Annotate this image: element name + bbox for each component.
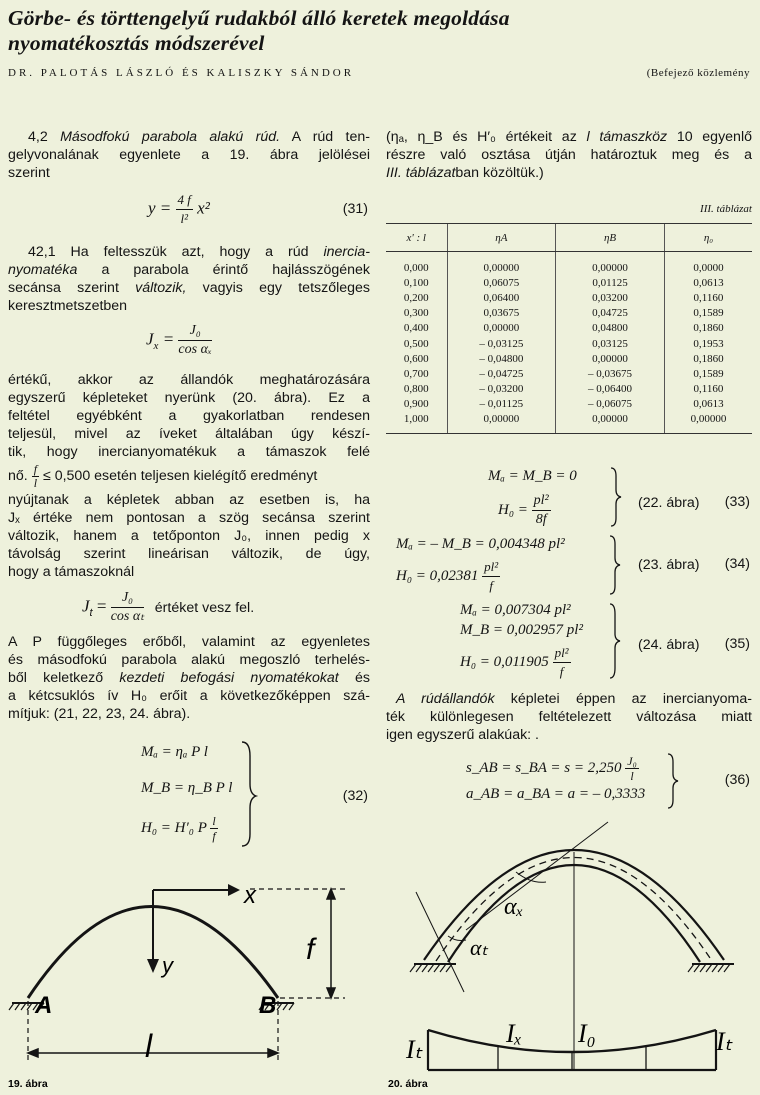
table-cell: 0,000 bbox=[403, 261, 429, 274]
table-cell: 0,100 bbox=[403, 276, 429, 289]
table-cell: 0,00000 bbox=[447, 252, 556, 276]
label-alpha-x: αₓ bbox=[504, 894, 524, 920]
dimension-f bbox=[327, 889, 335, 998]
eq-lhs: H₀ = H′₀ P bbox=[141, 819, 207, 836]
table-cell: 0,00000 bbox=[556, 412, 665, 434]
table-cell: 0,1589 bbox=[664, 366, 752, 381]
eq33-number: (33) bbox=[724, 494, 750, 510]
text: ban közöltük.) bbox=[455, 165, 544, 181]
eq-lhs: s_AB = s_BA = s = 2,250 bbox=[466, 759, 622, 776]
table-header-cell: ηB bbox=[556, 224, 665, 252]
table-cell: 0,1860 bbox=[664, 351, 752, 366]
section-4-2-1 bbox=[8, 243, 370, 315]
table-cell: 0,600 bbox=[403, 352, 429, 365]
emphasis: A rúdállandók bbox=[396, 691, 495, 707]
table-cell: 0,1953 bbox=[664, 336, 752, 351]
table-cell: 0,00000 bbox=[664, 412, 752, 434]
text-line: igen egyszerű alakúak: . bbox=[386, 727, 540, 743]
eq-denominator: f bbox=[212, 829, 216, 843]
paragraph-4 bbox=[386, 690, 752, 744]
eq-numerator: J₀ bbox=[111, 589, 145, 608]
eq34-number: (34) bbox=[724, 556, 750, 572]
label-a: A bbox=[35, 992, 53, 1019]
table-cell: 0,03125 bbox=[556, 336, 665, 351]
text: a parabola érintő hajlásszögének bbox=[77, 262, 370, 278]
eq34-line-1: Mₐ = – M_B = 0,004348 pl² bbox=[396, 536, 565, 552]
table-cell: 0,0613 bbox=[664, 275, 752, 290]
text-line: tik, hogy inercianyomatékuk a támaszok felé bbox=[8, 444, 370, 460]
text-line: értékű, akkor az állandók meghatározására bbox=[8, 372, 370, 388]
table-cell: 0,1160 bbox=[664, 382, 752, 397]
table-row bbox=[386, 306, 752, 321]
text: és bbox=[338, 670, 370, 686]
table-row bbox=[386, 382, 752, 397]
equation-jt: $J_t$ = $\frac{\text{J₀}}{\text{cos αₜ}}$ értéket vesz fel. bbox=[82, 590, 255, 624]
text: vagyis egy tetszőleges bbox=[186, 280, 371, 296]
eq-lhs: y = bbox=[148, 198, 172, 218]
eq-numerator: pl² bbox=[482, 558, 500, 577]
eq33-line-1: Mₐ = M_B = 0 bbox=[488, 468, 577, 484]
title-line-2: nyomatékosztás módszerével bbox=[8, 31, 265, 55]
table-cell: 0,700 bbox=[403, 367, 429, 380]
eq-line-1: Mₐ = ηₐ P l bbox=[141, 744, 208, 760]
text-line: részre való osztása útján határoztuk meg és a bbox=[386, 147, 752, 163]
table-cell: – 0,03125 bbox=[447, 336, 556, 351]
table-row bbox=[386, 321, 752, 336]
table-cell: 0,06400 bbox=[447, 290, 556, 305]
equation-number: (36) bbox=[724, 772, 750, 788]
table-header-cell: ηA bbox=[447, 224, 556, 252]
label-y: y bbox=[162, 953, 173, 978]
eq36-line-2: a_AB = a_BA = a = – 0,3333 bbox=[466, 786, 646, 802]
table-row bbox=[386, 252, 752, 276]
table-row bbox=[386, 366, 752, 381]
table-cell: 0,800 bbox=[403, 383, 429, 396]
eq35-figure-ref: (24. ábra) bbox=[638, 637, 700, 653]
brace-icon bbox=[666, 752, 680, 808]
eq-numerator: J₀ bbox=[627, 754, 637, 768]
eq-tail: x² bbox=[197, 198, 210, 218]
table-cell: 0,03675 bbox=[447, 306, 556, 321]
emphasis: inercia- bbox=[323, 244, 370, 260]
emphasis: III. táblázat bbox=[386, 165, 456, 181]
table-header-cell: x' : l bbox=[386, 224, 447, 252]
label-f: f bbox=[306, 933, 315, 966]
paragraph-2 bbox=[8, 371, 370, 581]
eq-numerator: pl² bbox=[553, 644, 571, 663]
table-cell: 0,500 bbox=[403, 337, 429, 350]
table-cell: – 0,03675 bbox=[556, 366, 665, 381]
text-line: teljesül, mivel az íveket általában úgy készí- bbox=[8, 426, 370, 442]
eq-lhs: H₀ = bbox=[498, 501, 528, 518]
label-l: l bbox=[145, 1028, 153, 1064]
support-left-hatch bbox=[410, 964, 456, 972]
table-cell: 0,1589 bbox=[664, 306, 752, 321]
eq-denominator: f bbox=[559, 664, 564, 679]
dimension-l bbox=[28, 1049, 278, 1057]
text-line: ték különlegesen feltételezett változása miatt bbox=[386, 709, 752, 725]
text: (ηₐ, η_B és H′₀ értékeit az bbox=[386, 129, 587, 145]
table-cell: 0,00000 bbox=[447, 321, 556, 336]
eq-numerator: pl² bbox=[532, 492, 551, 511]
text: secánsa szerint bbox=[8, 280, 136, 296]
eq33-figure-ref: (22. ábra) bbox=[638, 495, 700, 511]
table-row bbox=[386, 290, 752, 305]
eq-denominator: 8f bbox=[535, 512, 547, 527]
text: nő. bbox=[8, 468, 28, 484]
text: 42,1 Ha feltesszük azt, hogy a rúd bbox=[28, 244, 324, 260]
text-line: hogy a támaszoknál bbox=[8, 564, 135, 580]
support-right-hatch bbox=[688, 964, 734, 972]
text-line: szerint bbox=[8, 165, 50, 181]
table-intro bbox=[386, 128, 752, 182]
table-cell: 0,200 bbox=[403, 291, 429, 304]
eq-numerator: 4 f bbox=[176, 191, 193, 210]
eq-line-2: M_B = η_B P l bbox=[141, 780, 233, 796]
brace-icon bbox=[608, 602, 622, 680]
eq-denominator: l² bbox=[180, 211, 188, 226]
eq-denominator: f bbox=[489, 578, 493, 593]
eq-denominator: cos αₓ bbox=[178, 342, 212, 357]
text: ből keletkező bbox=[8, 670, 120, 686]
installment-note: (Befejező közlemény bbox=[646, 67, 750, 79]
table-row bbox=[386, 412, 752, 434]
table-cell: 0,04725 bbox=[556, 306, 665, 321]
table-header-cell: η₀ bbox=[664, 224, 752, 252]
eq-tail-text: értéket vesz fel. bbox=[154, 599, 255, 616]
dimension-l-guides bbox=[28, 1001, 278, 1060]
equations-33-35 bbox=[386, 462, 752, 717]
text: ≤ 0,500 esetén teljesen kielégítő eredményt bbox=[42, 468, 318, 484]
eq-lhs: H₀ = 0,011905 bbox=[460, 653, 549, 670]
figure-caption: 19. ábra bbox=[8, 1078, 48, 1090]
text-line: Jₓ értéke nem pontosan a szög secánsa szerint bbox=[8, 510, 370, 526]
label-alpha-t: αₜ bbox=[470, 935, 489, 960]
label-ix: Iₓ bbox=[506, 1019, 523, 1048]
table-cell: 0,04800 bbox=[556, 321, 665, 336]
eq-numerator: l bbox=[212, 814, 216, 828]
table-caption: III. táblázat bbox=[700, 203, 752, 215]
table-cell: 0,00000 bbox=[556, 351, 665, 366]
table-cell: 0,0000 bbox=[664, 252, 752, 276]
authors: DR. PALOTÁS LÁSZLÓ ÉS KALISZKY SÁNDOR bbox=[8, 67, 355, 79]
axis-y-arrow bbox=[147, 890, 159, 973]
equation-jx: $J_x$ = $\frac{\text{J₀}}{\text{cos αₓ}}$ bbox=[146, 323, 212, 357]
table-cell: 0,03200 bbox=[556, 290, 665, 305]
label-it-right: Iₜ bbox=[716, 1027, 733, 1056]
eq-numerator: J₀ bbox=[178, 322, 212, 341]
eq-lhs: J bbox=[146, 329, 154, 349]
brace-icon bbox=[240, 738, 260, 850]
text-line: a kétcsuklós ív H₀ erőit a következőképpen szá- bbox=[8, 688, 370, 704]
table-cell: 0,1860 bbox=[664, 321, 752, 336]
table-cell: 0,00000 bbox=[447, 412, 556, 434]
table-row bbox=[386, 351, 752, 366]
table-cell: 0,0613 bbox=[664, 397, 752, 412]
text-line: A P függőleges erőből, valamint az egyenletes bbox=[8, 634, 370, 650]
text-line: gelyvonalának egyenlete a 19. ábra jelölései bbox=[8, 147, 370, 163]
text-line: változik, hanem a tetőponton J₀, innen pedig x bbox=[8, 528, 370, 544]
text: képletei éppen az inercianyoma- bbox=[494, 691, 752, 707]
eq-subscript: x bbox=[153, 339, 159, 352]
text-line: mítjuk: (21, 22, 23, 24. ábra). bbox=[8, 706, 191, 722]
equation-32 bbox=[8, 738, 370, 850]
text-line: és másodfokú parabola alakú megoszló terhelés- bbox=[8, 652, 370, 668]
table-cell: 0,01125 bbox=[556, 275, 665, 290]
text-line: keresztmetszetben bbox=[8, 298, 128, 314]
label-it-left: Iₜ bbox=[406, 1035, 423, 1064]
equation-number: (31) bbox=[342, 201, 368, 217]
eq-lhs: J bbox=[82, 596, 90, 616]
text-line: feltétel egyébként a gyakorlatban rendesen bbox=[8, 408, 370, 424]
eq-denominator: cos αₜ bbox=[110, 609, 145, 624]
table-header-row bbox=[386, 224, 752, 252]
paragraph-3 bbox=[8, 633, 370, 723]
table-cell: 0,06075 bbox=[447, 275, 556, 290]
equation-36 bbox=[386, 748, 752, 810]
eq35-number: (35) bbox=[724, 636, 750, 652]
frac-num: f bbox=[33, 461, 38, 476]
table-row bbox=[386, 275, 752, 290]
table-cell: 0,300 bbox=[403, 307, 429, 320]
eq-denominator: l bbox=[630, 769, 634, 783]
emphasis: l támaszköz bbox=[586, 129, 668, 145]
table-cell: – 0,06075 bbox=[556, 397, 665, 412]
emphasis: nyomatéka bbox=[8, 262, 78, 278]
eq-lhs: H₀ = 0,02381 bbox=[396, 567, 479, 584]
axis-x-arrow bbox=[153, 884, 240, 896]
table-cell: 0,1160 bbox=[664, 290, 752, 305]
section-title: Másodfokú parabola alakú rúd. bbox=[60, 129, 281, 145]
emphasis: változik, bbox=[135, 280, 187, 296]
table-cell: 0,00000 bbox=[556, 252, 665, 276]
section-number: 4,2 bbox=[28, 129, 61, 145]
text-line: nyújtanak a képletek abban az esetben is, ha bbox=[8, 492, 370, 508]
table-cell: – 0,04725 bbox=[447, 366, 556, 381]
text-line: távolság szerint lineárisan változik, de úgy, bbox=[8, 546, 370, 562]
table-cell: – 0,04800 bbox=[447, 351, 556, 366]
brace-icon bbox=[608, 534, 622, 594]
tangent-line-support bbox=[416, 892, 464, 992]
title-line-1: Görbe- és törttengelyű rudakból álló keretek megoldása bbox=[8, 6, 510, 30]
table-cell: – 0,03200 bbox=[447, 382, 556, 397]
text: 10 egyenlő bbox=[667, 129, 752, 145]
brace-icon bbox=[609, 466, 623, 526]
table-cell: – 0,01125 bbox=[447, 397, 556, 412]
label-io: I₀ bbox=[578, 1019, 596, 1048]
eq35-line-1: Mₐ = 0,007304 pl² bbox=[460, 602, 571, 618]
equation-31 bbox=[8, 185, 370, 227]
eq35-line-2: M_B = 0,002957 pl² bbox=[460, 622, 583, 638]
tangent-line bbox=[466, 822, 608, 930]
emphasis: kezdeti befogási nyomatékokat bbox=[119, 670, 339, 686]
eq-subscript: t bbox=[89, 606, 93, 619]
equation-number: (32) bbox=[342, 788, 368, 804]
table-iii bbox=[386, 223, 752, 434]
eq34-figure-ref: (23. ábra) bbox=[638, 557, 700, 573]
label-b: B bbox=[259, 992, 277, 1019]
table-cell: 0,400 bbox=[403, 322, 429, 335]
text: A rúd ten- bbox=[280, 129, 370, 145]
table-row bbox=[386, 397, 752, 412]
label-x: x bbox=[244, 882, 256, 909]
inertia-diagram bbox=[428, 1030, 716, 1070]
figure-19 bbox=[0, 875, 370, 1090]
table-cell: 0,900 bbox=[403, 398, 429, 411]
text-line: egyszerű képleteket nyerünk (20. ábra). Ez a bbox=[8, 390, 370, 406]
frac-den: l bbox=[33, 475, 38, 490]
article-title bbox=[8, 6, 748, 56]
figure-20 bbox=[386, 812, 758, 1092]
table-cell: 1,000 bbox=[386, 412, 447, 434]
table-cell: – 0,06400 bbox=[556, 382, 665, 397]
table-row bbox=[386, 336, 752, 351]
figure-caption: 20. ábra bbox=[388, 1078, 428, 1090]
section-4-2 bbox=[8, 128, 370, 182]
